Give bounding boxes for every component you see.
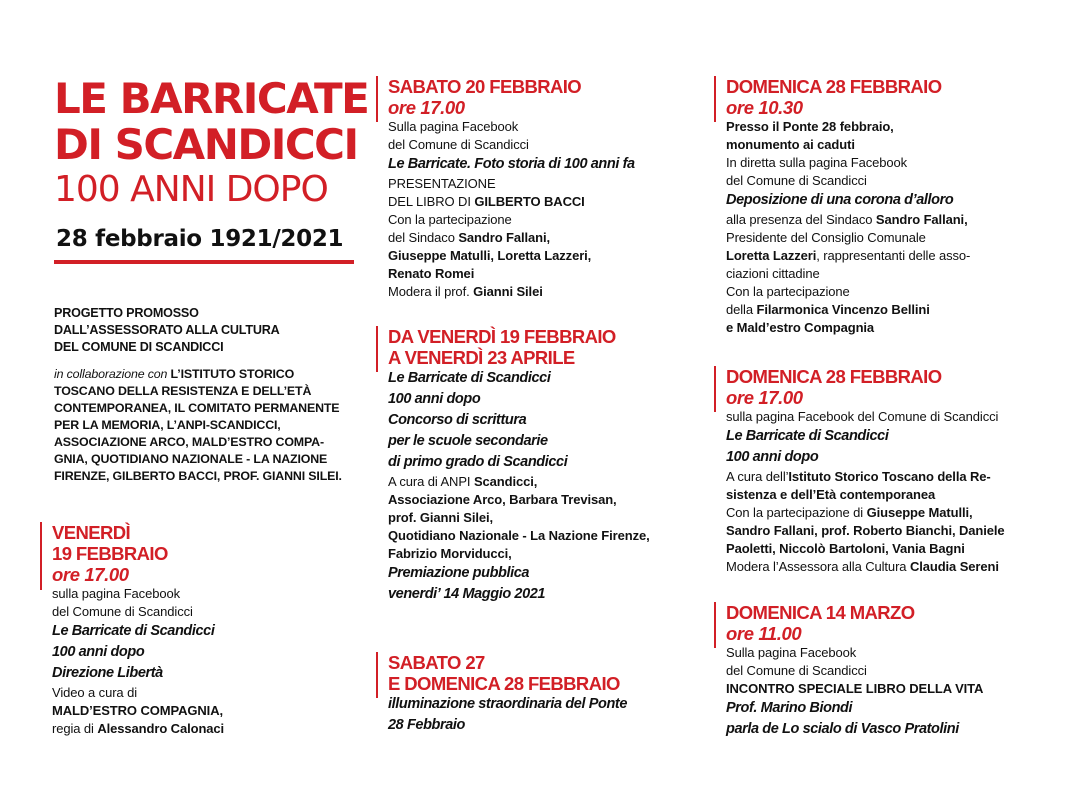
event-person: Claudia Sereni — [909, 559, 999, 574]
event-date: E DOMENICA 28 FEBBRAIO — [388, 673, 620, 694]
event-text: Sandro Fallani, prof. Roberto Bianchi, Daniele — [726, 523, 1005, 538]
event-venerdi-19-febbraio — [40, 522, 224, 738]
event-time: ore 17.00 — [52, 564, 129, 585]
event-title: Prof. Marino Biondi — [726, 700, 853, 716]
event-title: Premiazione pubblica — [388, 565, 530, 581]
collab-text: L’ISTITUTO STORICO — [167, 367, 295, 381]
event-time: ore 17.00 — [726, 387, 803, 408]
collab-text: FIRENZE, GILBERTO BACCI, PROF. GIANNI SILEI. — [54, 469, 342, 483]
event-deposizione-corona — [714, 76, 970, 337]
event-title: venerdi’ 14 Maggio 2021 — [388, 586, 546, 602]
collaboration-line — [54, 400, 354, 417]
event-concorso-scrittura — [376, 326, 650, 605]
event-text — [388, 283, 635, 301]
event-person: Scandicci, — [473, 474, 538, 489]
collaboration-line — [54, 468, 354, 485]
event-accent-bar — [714, 366, 716, 412]
collab-text: GNIA, QUOTIDIANO NAZIONALE - LA NAZIONE — [54, 452, 328, 466]
event-time: ore 10.30 — [726, 97, 803, 118]
event-text: PRESENTAZIONE — [388, 176, 496, 191]
event-text: Presidente del Consiglio Comunale — [726, 230, 926, 245]
event-text — [726, 247, 970, 265]
title-line-1: LE BARRICATE — [54, 74, 369, 123]
event-text: Giuseppe Matulli, Loretta Lazzeri, — [388, 248, 592, 263]
event-date: SABATO 20 FEBBRAIO — [388, 76, 582, 97]
event-text: Con la partecipazione — [726, 284, 850, 299]
event-title: illuminazione straordinaria del Ponte — [388, 696, 627, 712]
event-text-part: Modera l’Assessora alla Cultura — [726, 559, 910, 574]
event-domenica-28-pomeriggio — [714, 366, 1005, 576]
event-date: 19 FEBBRAIO — [52, 543, 168, 564]
event-text: Sulla pagina Facebook — [726, 645, 857, 660]
event-text-part: Con la partecipazione di — [726, 505, 867, 520]
event-text-part: alla presenza del Sindaco — [726, 212, 876, 227]
event-accent-bar — [376, 326, 378, 372]
event-text: ciazioni cittadine — [726, 266, 820, 281]
event-text — [726, 558, 1005, 576]
event-title: 28 Febbraio — [388, 717, 465, 733]
event-person: GILBERTO BACCI — [474, 194, 585, 209]
collab-intro: in collaborazione con — [54, 367, 168, 381]
event-title: Direzione Libertà — [52, 665, 163, 681]
collaboration-line — [54, 366, 354, 383]
event-text: del Comune di Scandicci — [726, 173, 867, 188]
event-title: 100 anni dopo — [52, 644, 145, 660]
event-illuminazione-ponte — [376, 652, 627, 736]
promo-line: PROGETTO PROMOSSO — [54, 306, 199, 320]
promo-line: DALL’ASSESSORATO ALLA CULTURA — [54, 323, 280, 337]
event-text: INCONTRO SPECIALE LIBRO DELLA VITA — [726, 681, 984, 696]
event-sabato-20-febbraio — [376, 76, 635, 301]
event-title: 100 anni dopo — [726, 449, 819, 465]
event-text-part: Modera il prof. — [388, 284, 474, 299]
event-accent-bar — [376, 652, 378, 698]
event-person: Giuseppe Matulli, — [866, 505, 973, 520]
event-date: VENERDÌ — [52, 522, 131, 543]
event-text: sulla pagina Facebook — [52, 586, 180, 601]
event-person: Sandro Fallani, — [875, 212, 968, 227]
event-text: Sulla pagina Facebook — [388, 119, 519, 134]
event-text-part: A cura di ANPI — [388, 474, 474, 489]
event-title: di primo grado di Scandicci — [388, 454, 568, 470]
event-text — [726, 301, 970, 319]
collab-text: TOSCANO DELLA RESISTENZA E DELL’ETÀ — [54, 384, 312, 398]
event-text: Fabrizio Morviducci, — [388, 546, 512, 561]
title-divider — [54, 260, 354, 264]
event-accent-bar — [714, 602, 716, 648]
event-person: Gianni Silei — [473, 284, 543, 299]
event-person: Alessandro Calonaci — [97, 721, 225, 736]
event-title: Le Barricate di Scandicci — [52, 623, 215, 639]
event-text: del Comune di Scandicci — [726, 663, 867, 678]
event-person: Loretta Lazzeri — [726, 248, 817, 263]
anniversary-date: 28 febbraio 1921/2021 — [56, 226, 344, 252]
collaboration-line — [54, 383, 354, 400]
event-text — [388, 193, 635, 211]
event-organization: Istituto Storico Toscano della Re- — [788, 469, 991, 484]
event-accent-bar — [40, 522, 42, 590]
event-text: Presso il Ponte 28 febbraio, — [726, 119, 894, 134]
event-domenica-14-marzo — [714, 602, 983, 740]
event-person: Filarmonica Vincenzo Bellini — [756, 302, 930, 317]
event-text-part: regia di — [52, 721, 98, 736]
event-title: Deposizione di una corona d’alloro — [726, 192, 954, 208]
event-time: ore 17.00 — [388, 97, 465, 118]
event-text: del Comune di Scandicci — [388, 137, 529, 152]
event-text: MALD’ESTRO COMPAGNIA, — [52, 703, 223, 718]
event-date: DOMENICA 28 FEBBRAIO — [726, 76, 942, 97]
event-date: DOMENICA 14 MARZO — [726, 602, 915, 623]
event-text: Paoletti, Niccolò Bartoloni, Vania Bagni — [726, 541, 965, 556]
title-line-2: DI SCANDICCI — [54, 120, 358, 169]
event-text-part: della — [726, 302, 757, 317]
event-text-part: del Sindaco — [388, 230, 459, 245]
event-text: sulla pagina Facebook del Comune di Scandicci — [726, 409, 999, 424]
event-text — [388, 473, 650, 491]
collaboration-line — [54, 417, 354, 434]
event-date: SABATO 27 — [388, 652, 485, 673]
event-time: ore 11.00 — [726, 623, 802, 644]
event-text — [726, 504, 1005, 522]
event-text: Con la partecipazione — [388, 212, 512, 227]
collaboration-line — [54, 451, 354, 468]
event-title: Le Barricate. Foto storia di 100 anni fa — [388, 156, 635, 172]
event-person: Sandro Fallani, — [458, 230, 551, 245]
event-text-part: , rappresentanti delle asso- — [816, 248, 971, 263]
event-text-part: A cura dell’ — [726, 469, 789, 484]
event-title: 100 anni dopo — [388, 391, 481, 407]
promo-line: DEL COMUNE DI SCANDICCI — [54, 340, 224, 354]
event-date: DOMENICA 28 FEBBRAIO — [726, 366, 942, 387]
event-title: Concorso di scrittura — [388, 412, 527, 428]
event-text: prof. Gianni Silei, — [388, 510, 494, 525]
event-text — [388, 229, 635, 247]
event-text — [726, 211, 970, 229]
event-text-part: DEL LIBRO DI — [388, 194, 475, 209]
event-title: parla de Lo scialo di Vasco Pratolini — [726, 721, 959, 737]
event-text: sistenza e dell’Età contemporanea — [726, 487, 936, 502]
event-text: Video a cura di — [52, 685, 137, 700]
event-title: per le scuole secondarie — [388, 433, 548, 449]
title-subtitle: 100 ANNI DOPO — [54, 169, 328, 210]
collab-text: PER LA MEMORIA, L’ANPI-SCANDICCI, — [54, 418, 281, 432]
collaboration-line — [54, 434, 354, 451]
event-text: del Comune di Scandicci — [52, 604, 193, 619]
event-date: DA VENERDÌ 19 FEBBRAIO — [388, 326, 616, 347]
event-text: In diretta sulla pagina Facebook — [726, 155, 908, 170]
event-text: Quotidiano Nazionale - La Nazione Firenze, — [388, 528, 650, 543]
event-text: Renato Romei — [388, 266, 475, 281]
event-accent-bar — [714, 76, 716, 122]
event-accent-bar — [376, 76, 378, 122]
event-date: A VENERDÌ 23 APRILE — [388, 347, 575, 368]
collab-text: CONTEMPORANEA, IL COMITATO PERMANENTE — [54, 401, 340, 415]
collab-text: ASSOCIAZIONE ARCO, MALD’ESTRO COMPA- — [54, 435, 324, 449]
event-text: Associazione Arco, Barbara Trevisan, — [388, 492, 617, 507]
event-title: Le Barricate di Scandicci — [726, 428, 889, 444]
promotion-block — [54, 305, 354, 485]
event-text — [52, 720, 224, 738]
event-text: monumento ai caduti — [726, 137, 855, 152]
event-text — [726, 468, 1005, 486]
event-title: Le Barricate di Scandicci — [388, 370, 551, 386]
event-text: e Mald’estro Compagnia — [726, 320, 875, 335]
